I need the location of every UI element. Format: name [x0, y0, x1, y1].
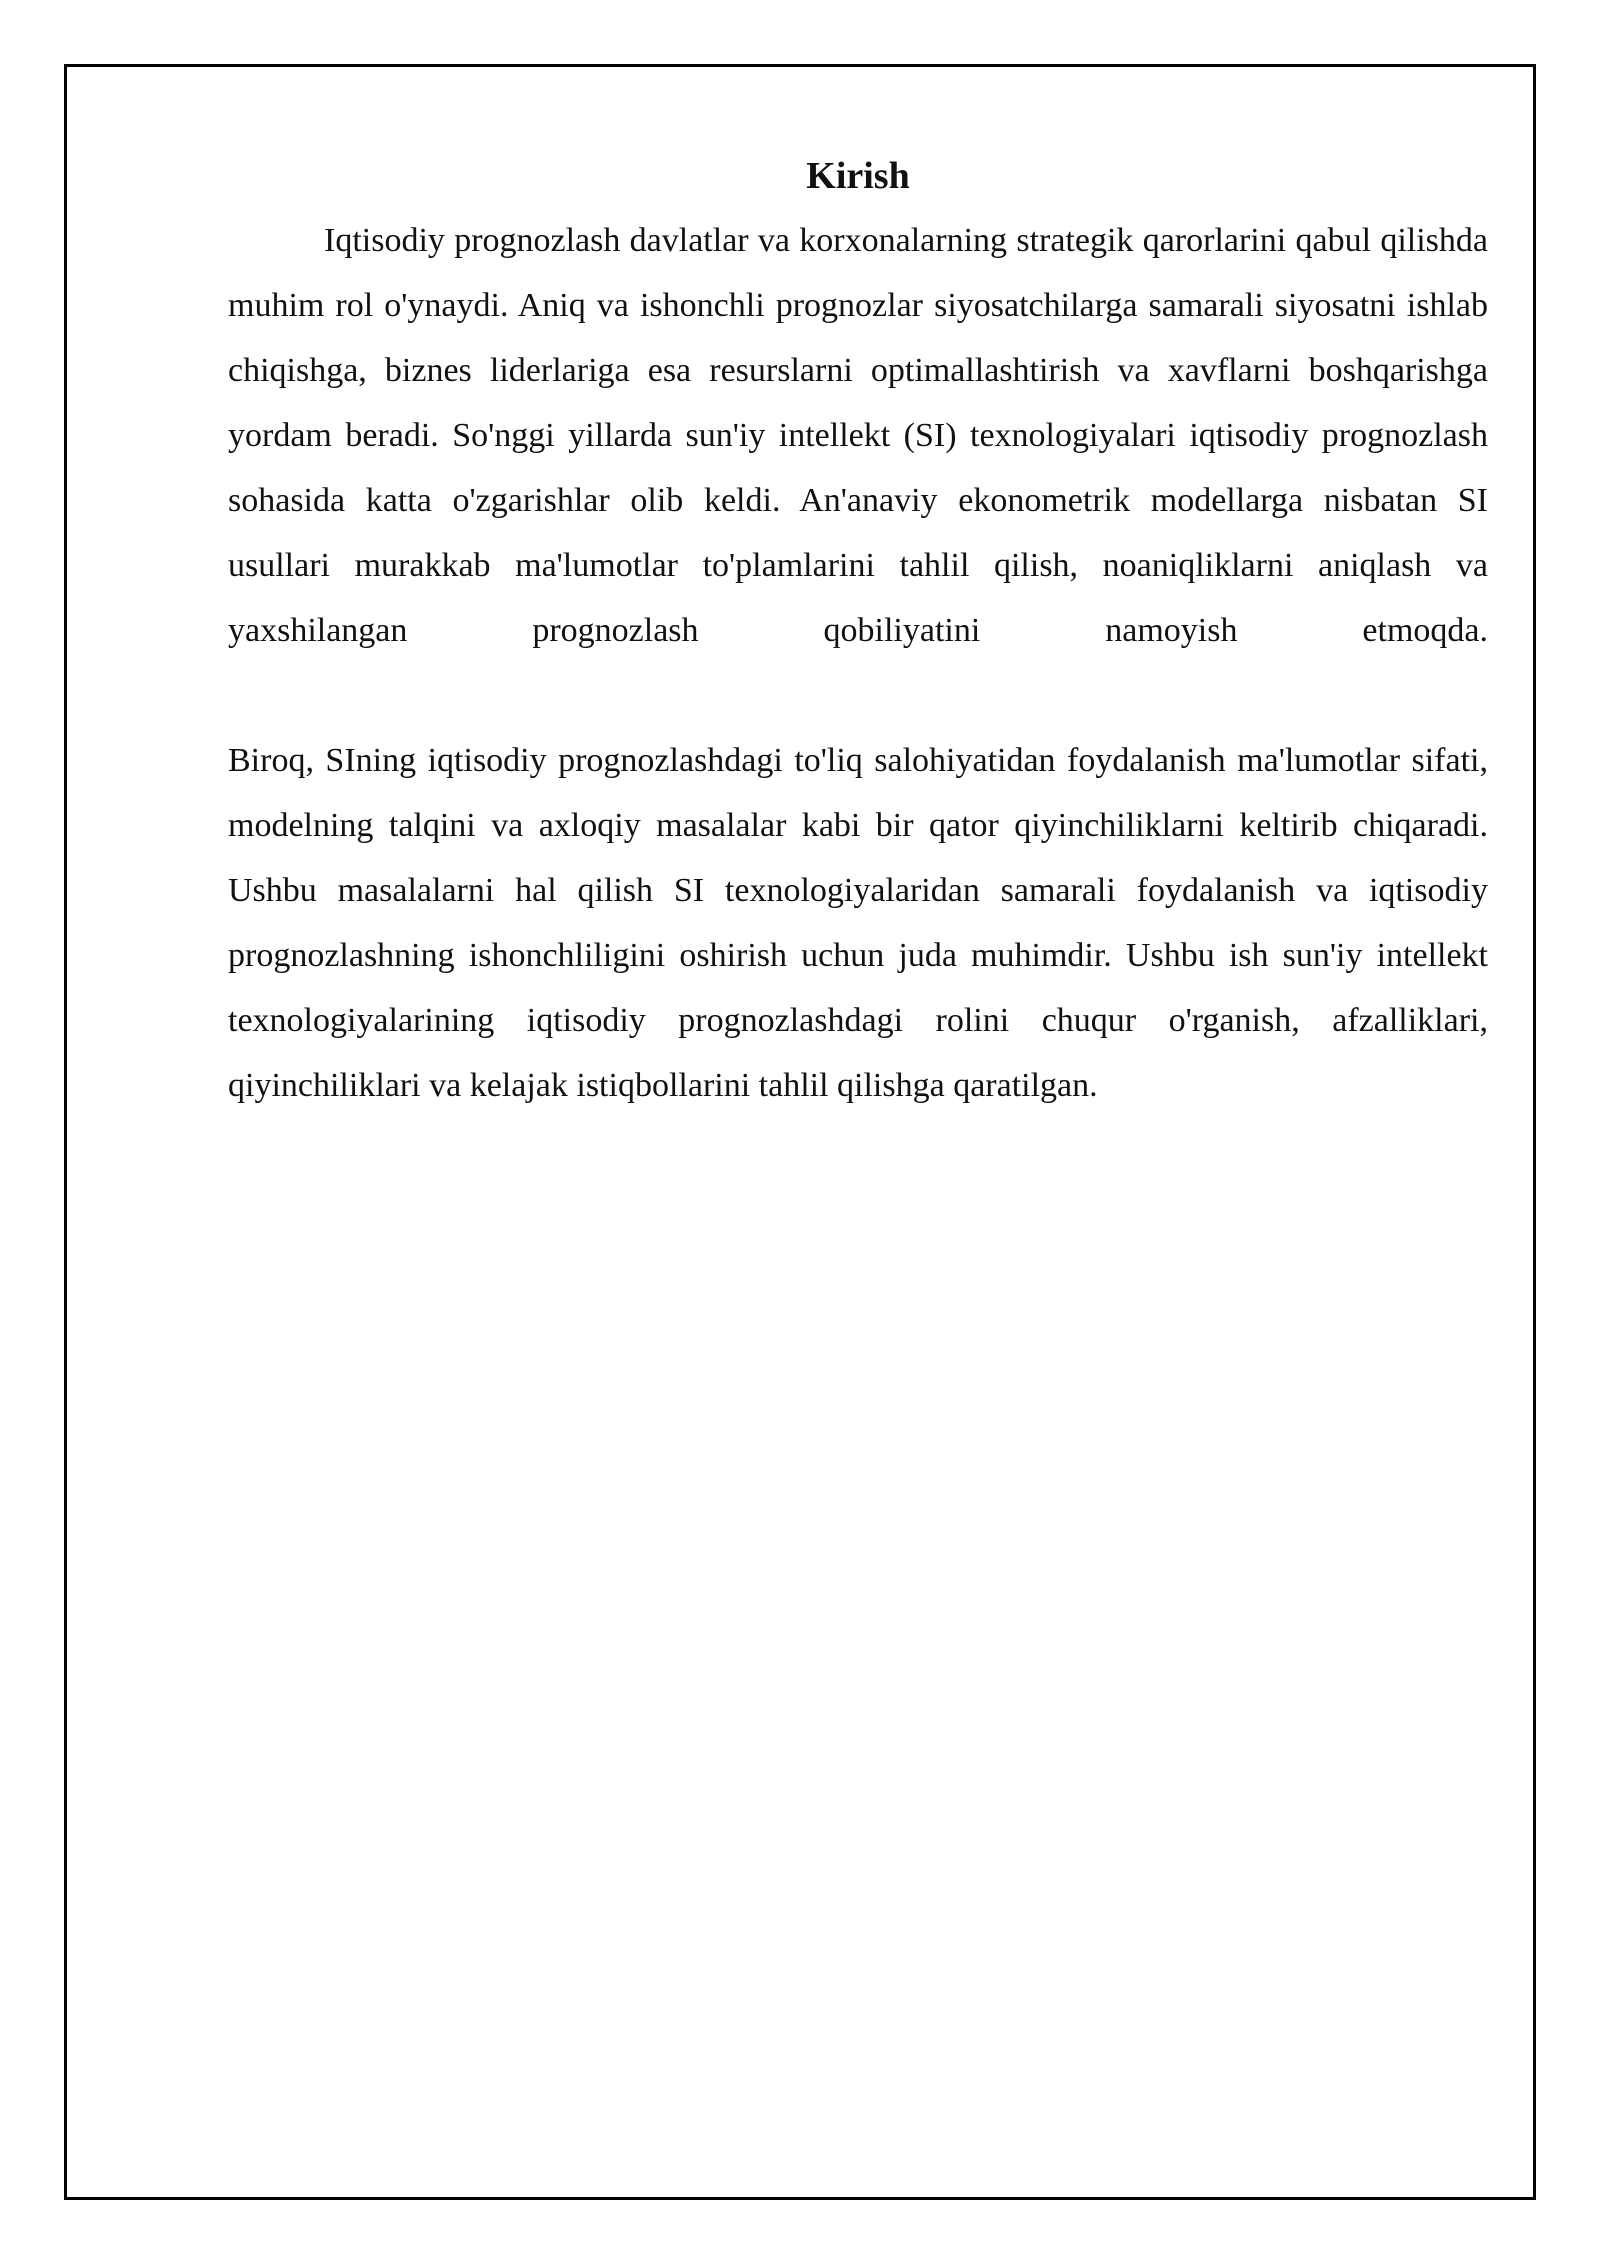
paragraph-challenges: Biroq, SIning iqtisodiy prognozlashdagi to'liq salohiyatidan foydalanish ma'lumotlar sifati, modelning talqini va axloqiy masalalar kabi bir qator qiyinchiliklarni keltirib chiqaradi. Ushbu masalalarni hal qilish SI texnologiyalaridan samarali foydalanish va iqtisodiy prognozlashning ishonchliligini oshirish uchun juda muhimdir. Ushbu ish sun'iy intellekt texnologiyalarining iqtisodiy prognozlashdagi rolini chuqur o'rganish, afzalliklari, qiyinchiliklari va kelajak istiqbollarini tahlil qilishga qaratilgan. [228, 742, 1488, 1104]
paragraph-spacer [228, 663, 1488, 728]
document-body [228, 148, 1488, 1118]
document-title: Kirish [806, 155, 910, 197]
paragraph-intro: Iqtisodiy prognozlash davlatlar va korxonalarning strategik qarorlarini qabul qilishda muhim rol o'ynaydi. Aniq va ishonchli prognozlar siyosatchilarga samarali siyosatni ishlab chiqishga, biznes liderlariga esa resurslarni optimallashtirish va xavflarni boshqarishga yordam beradi. So'nggi yillarda sun'iy intellekt (SI) texnologiyalari iqtisodiy prognozlash sohasida katta o'zgarishlar olib keldi. An'anaviy ekonometrik modellarga nisbatan SI usullari murakkab ma'lumotlar to'plamlarini tahlil qilish, noaniqliklarni aniqlash va yaxshilangan prognozlash qobiliyatini namoyish etmoqda. [228, 222, 1488, 649]
